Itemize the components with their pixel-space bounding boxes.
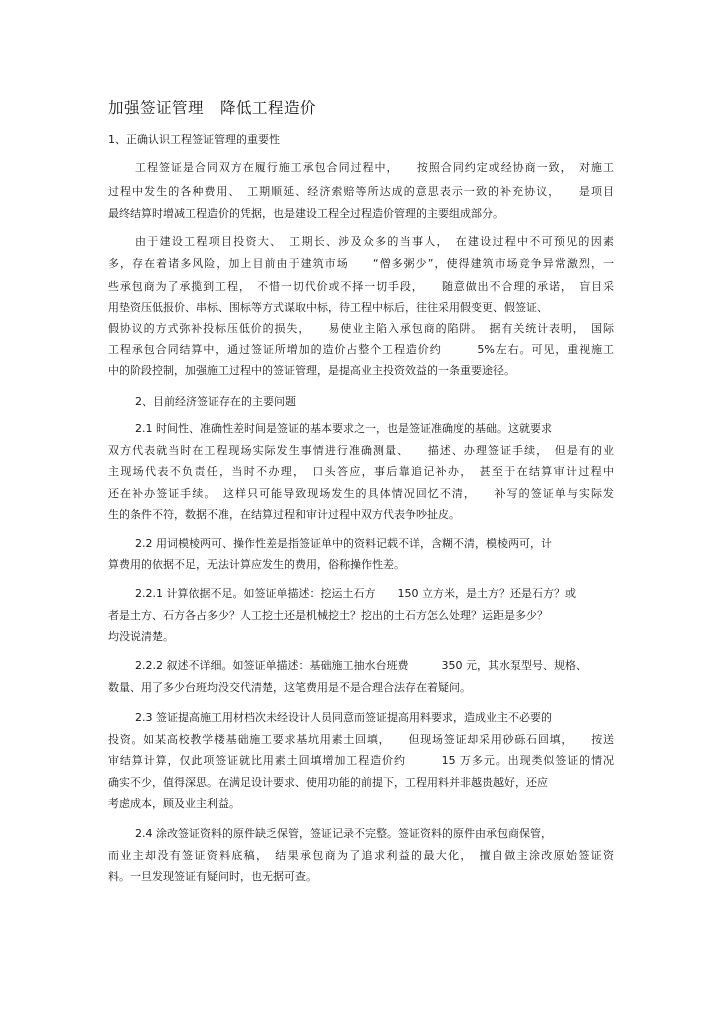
paragraph-3-line: 生的条件不符，数据不准，在结算过程和审计过程中双方代表争吵扯皮。: [108, 508, 460, 521]
paragraph-7-line: 投资。如某高校教学楼基础施工要求基坑用素土回填， 但现场签证却采用砂砾石回填， 按送: [108, 733, 614, 746]
paragraph-3-line: 2.1 时间性、准确性差时间是签证的基本要求之一，也是签证准确度的基础。这就要求: [135, 422, 552, 435]
paragraph-2-line: 用垫资压低报价、串标、围标等方式谋取中标，待工程中标后，往往采用假变更、假签证、: [108, 301, 548, 314]
section-heading-1: 1、正确认识工程签证管理的重要性: [108, 133, 280, 146]
paragraph-7-line: 考虑成本，顾及业主利益。: [108, 797, 240, 810]
paragraph-4-line: 2.2 用词模棱两可、操作性差是指签证单中的资料记载不详，含糊不清，模棱两可，计: [135, 537, 552, 550]
paragraph-6-line: 2.2.2 叙述不详细。如签证单描述：基础施工抽水台班费 350 元，其水泵型号、规格、: [135, 659, 587, 672]
paragraph-8-line: 2.4 涂改签证资料的原件缺乏保管，签证记录不完整。签证资料的原件由承包商保管，: [135, 827, 552, 840]
paragraph-7-line: 审结算计算，仅此项签证就比用素土回填增加工程造价约 15 万多元。出现类似签证的情况: [108, 754, 614, 767]
paragraph-2-line: 工程承包合同结算中，通过签证所增加的造价占整个工程造价约 5%左右。可见，重视施工: [108, 343, 614, 356]
section-heading-2: 2、目前经济签证存在的主要问题: [135, 395, 296, 408]
paragraph-2-line: 由于建设工程项目投资大、 工期长、涉及众多的当事人， 在建设过程中不可预见的因素: [135, 235, 614, 248]
paragraph-2-line: 些承包商为了承揽到工程， 不惜一切代价或不择一切手段， 随意做出不合理的承诺， 盲目采: [108, 280, 614, 293]
paragraph-3-line: 还在补办签证手续。 这样只可能导致现场发生的具体情况回忆不清， 补写的签证单与实际发: [108, 487, 614, 500]
paragraph-2-line: 多，存在着诸多风险，加上目前由于建筑市场 “僧多粥少”，使得建筑市场竞争异常激烈，一: [108, 257, 614, 270]
paragraph-8-line: 料。一旦发现签证有疑问时，也无据可查。: [108, 870, 317, 883]
paragraph-6-line: 数量、用了多少台班均没交代清楚，这笔费用是不是合理合法存在着疑问。: [108, 681, 471, 694]
paragraph-7-line: 2.3 签证提高施工用材档次未经设计人员同意而签证提高用料要求，造成业主不必要的: [135, 711, 552, 724]
paragraph-5-line: 者是土方、石方各占多少？人工挖土还是机械挖土？挖出的土石方怎么处理？运距是多少？: [108, 609, 548, 622]
paragraph-7-line: 确实不少，值得深思。在满足设计要求、使用功能的前提下，工程用料并非越贵越好，还应: [108, 776, 548, 789]
paragraph-1-line: 工程签证是合同双方在履行施工承包合同过程中， 按照合同约定或经协商一致， 对施工: [135, 161, 614, 174]
paragraph-8-line: 而业主却没有签证资料底稿， 结果承包商为了追求利益的最大化， 擅自做主涂改原始签证资: [108, 849, 614, 862]
paragraph-4-line: 算费用的依据不足，无法计算应发生的费用，俗称操作性差。: [108, 558, 405, 571]
paragraph-2-line: 假协议的方式弥补投标压低价的损失， 易使业主陷入承包商的陷阱。 据有关统计表明， 国际: [108, 322, 614, 335]
paragraph-3-line: 双方代表就当时在工程现场实际发生事情进行准确测量、 描述、办理签证手续， 但是有的业: [108, 444, 614, 457]
paragraph-3-line: 主现场代表不负责任，当时不办理， 口头答应，事后靠追记补办， 甚至于在结算审计过程中: [108, 465, 614, 478]
paragraph-5-line: 均没说清楚。: [108, 630, 174, 643]
paragraph-1-line: 最终结算时增减工程造价的凭据，也是建设工程全过程造价管理的主要组成部分。: [108, 207, 504, 220]
paragraph-2-line: 中的阶段控制，加强施工过程中的签证管理，是提高业主投资效益的一条重要途径。: [108, 364, 515, 377]
paragraph-5-line: 2.2.1 计算依据不足。如签证单描述：挖运土石方 150 立方米，是土方？还是石方？或: [135, 587, 576, 600]
paragraph-1-line: 过程中发生的各种费用、 工期顺延、经济索赔等所达成的意思表示一致的补充协议， 是项目: [108, 185, 614, 198]
document-title: 加强签证管理 降低工程造价: [108, 99, 317, 117]
